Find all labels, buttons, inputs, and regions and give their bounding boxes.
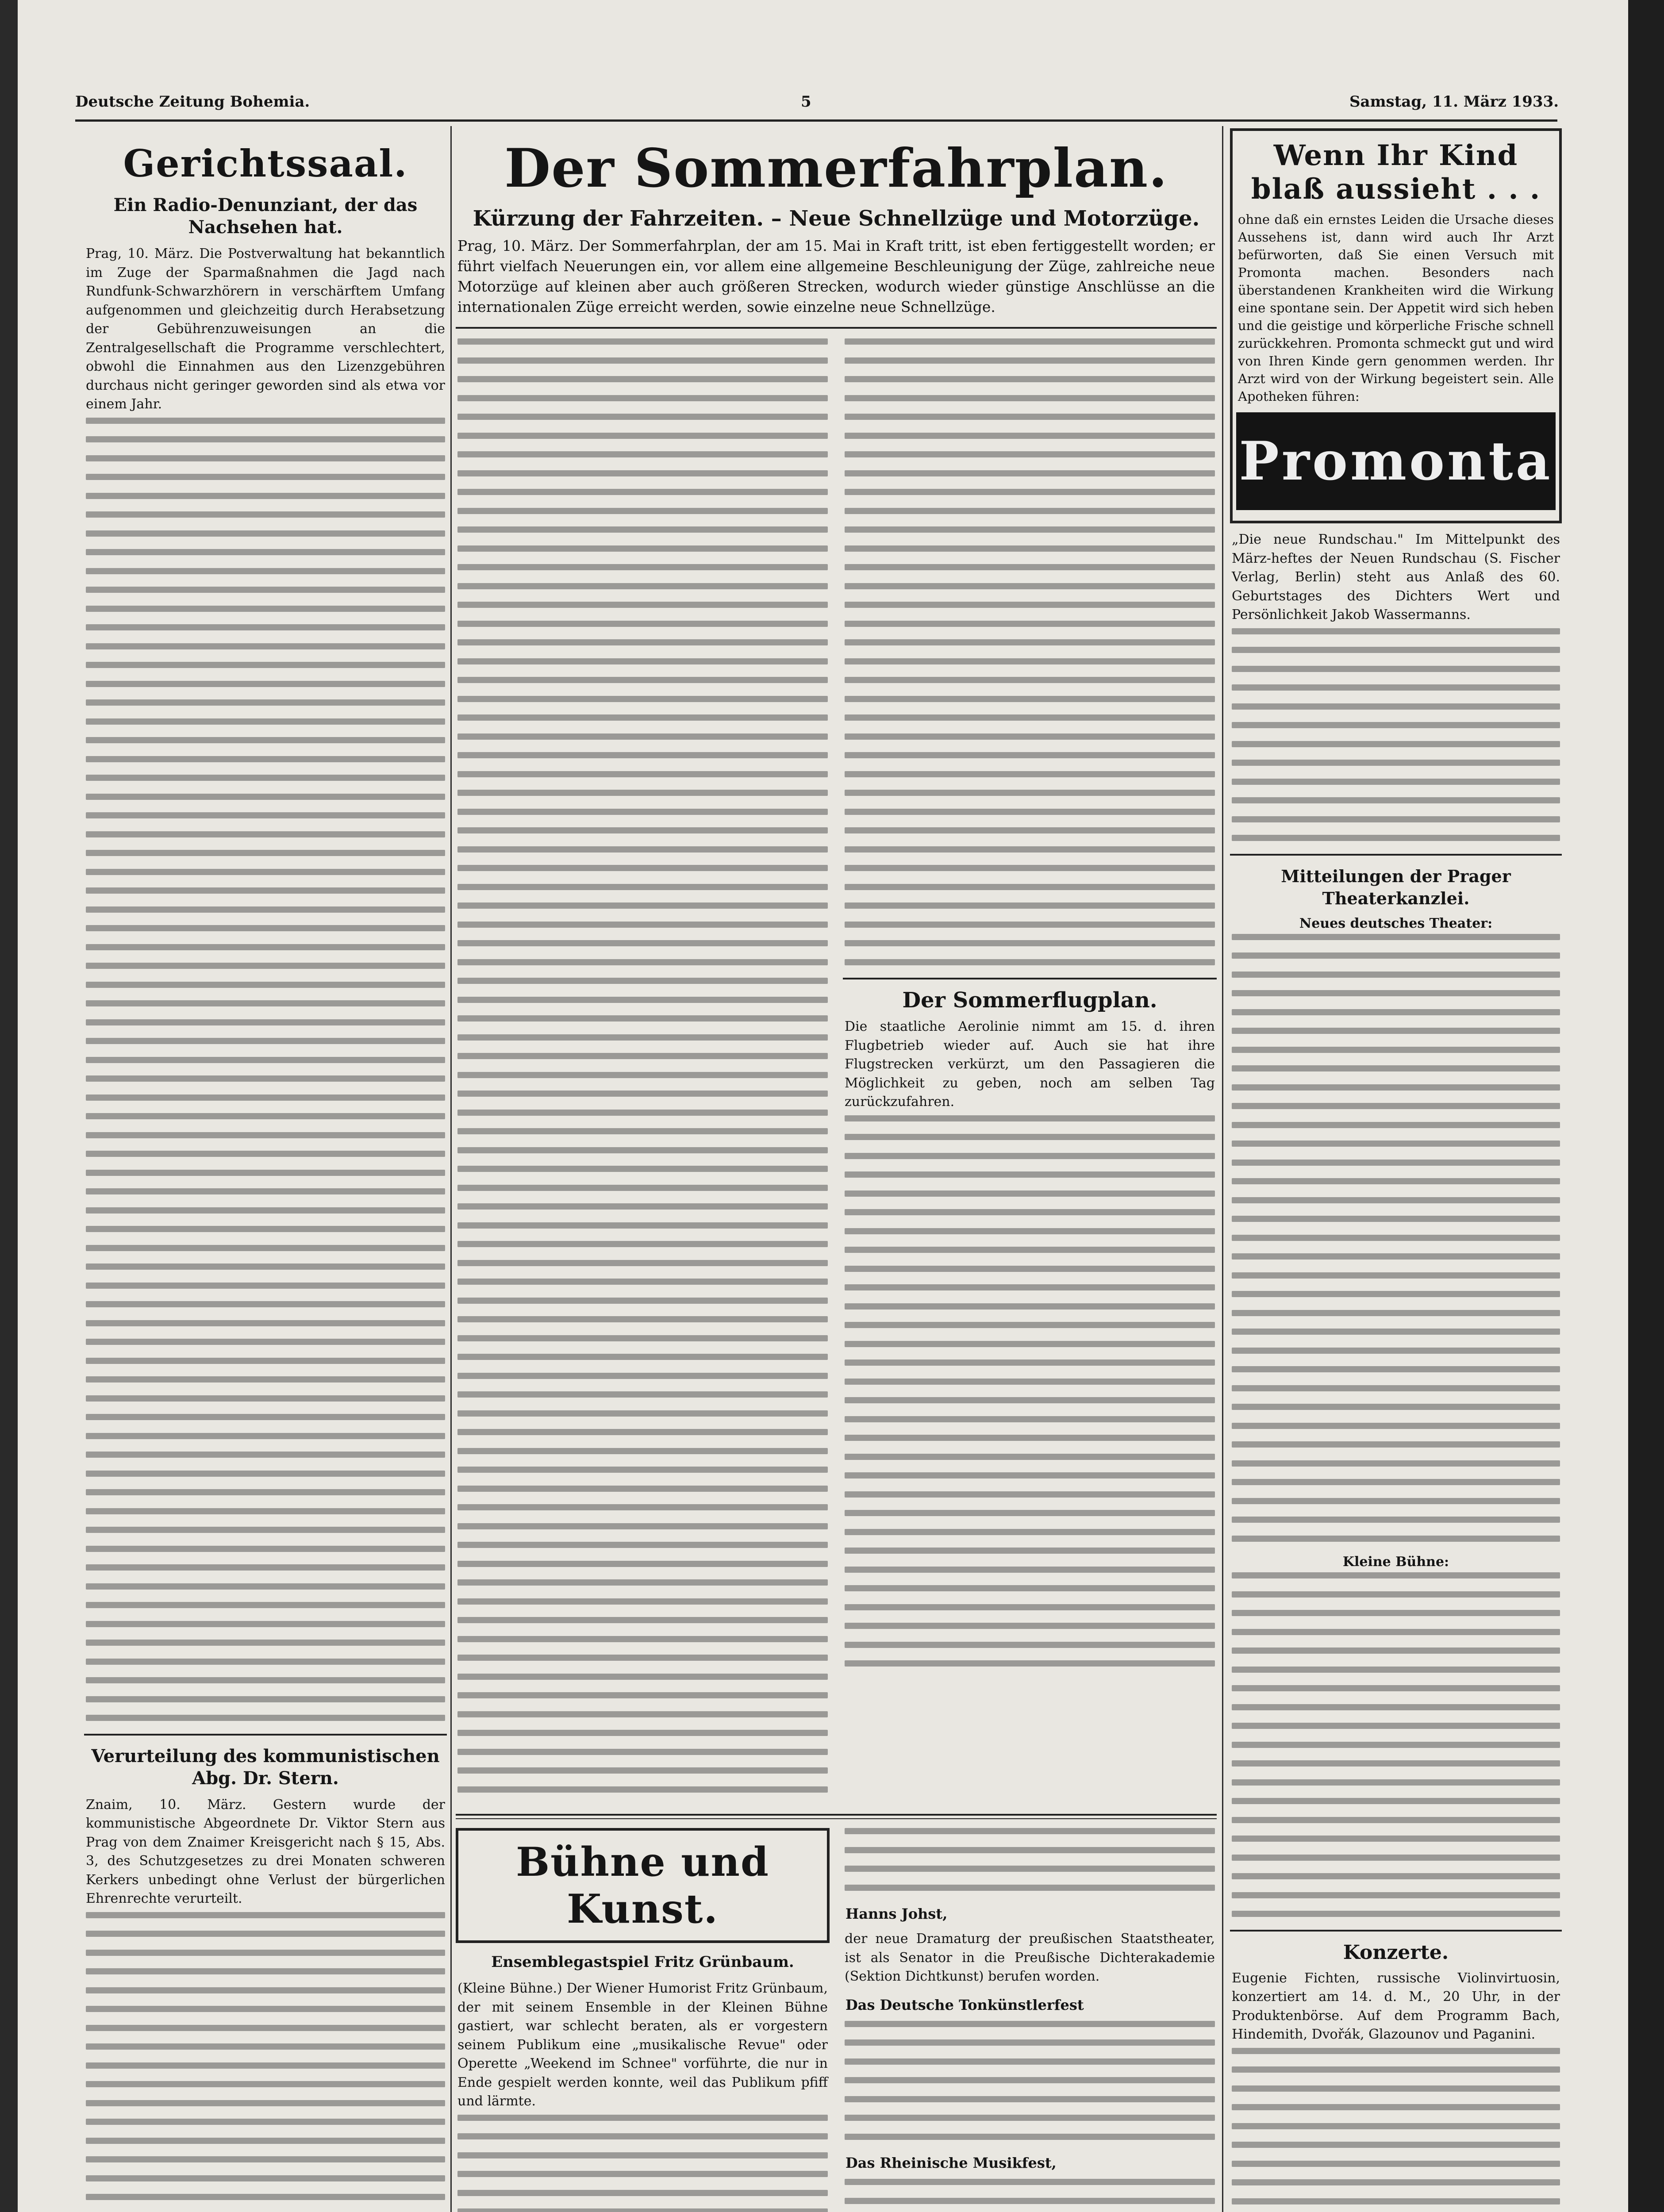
article-lead: (Kleine Bühne.) Der Wiener Humorist Fritz Grünbaum, der mit seinem Ensemble in der Kleinen Bühne gastiert, war schlecht beraten, als er vorgestern seinem Publikum eine „musikalische Revue" oder Operette „Weekend im Schnee" vorführte, die nur in Ende gespielt werden konnte, weil das Publikum pfiff und lärmte.	[457, 1981, 828, 2109]
theater-schedule	[1232, 1572, 1560, 1917]
article-lead: Prag, 10. März. Der Sommerfahrplan, der am 15. Mai in Kraft tritt, ist eben fertiggestellt worden; er führt vielfach Neuerungen ein, vor allem eine allgemeine Beschleunigung der Züge, zahlreiche neue Motorzüge auf kleinen aber auch größeren Strecken, wodurch wieder günstige Anschlüsse an die internationalen Züge erreicht werden, sowie einzelne neue Schnellzüge.	[457, 237, 1215, 315]
divider	[1230, 1930, 1562, 1932]
issue-date: Samstag, 11. März 1933.	[1349, 93, 1559, 111]
article-lead: Eugenie Fichten, russische Violinvirtuosin, konzertiert am 14. d. M., 20 Uhr, in der Produktenbörse. Auf dem Programm Bach, Hindemith, Dvořák, Glazounov und Paganini.	[1232, 1970, 1560, 2042]
article-lead: „Die neue Rundschau." Im Mittelpunkt des März-heftes der Neuen Rundschau (S. Fischer Verlag, Berlin) steht aus Anlaß des 60. Geburtstages des Dichters Wert und Persönlichkeit Jakob Wassermanns.	[1232, 532, 1560, 622]
article-body	[86, 418, 445, 1721]
article-body	[845, 2021, 1215, 2140]
article-body	[457, 2115, 828, 2212]
article-headline: Der Sommerflugplan.	[902, 988, 1157, 1013]
article-subtitle: Kürzung der Fahrzeiten. – Neue Schnellzüge und Motorzüge.	[473, 206, 1200, 231]
article-headline: Ensemblegastspiel Fritz Grünbaum.	[491, 1953, 794, 1971]
section-title: Gerichtssaal.	[123, 142, 408, 185]
divider	[456, 327, 1217, 329]
running-header	[75, 88, 1557, 115]
article-lead: Znaim, 10. März. Gestern wurde der kommunistische Abgeordnete Dr. Viktor Stern aus Prag von dem Znaimer Kreisgericht nach § 15, Abs. 3, des Schutzgesetzes zu drei Monaten schweren Kerkers unbedingt ohne Verlust der bürgerlichen Ehrenrechte verurteilt.	[86, 1797, 445, 1906]
buehne-col-right	[843, 1828, 1217, 2212]
section-divider	[456, 1814, 1217, 1819]
column-rule	[450, 126, 452, 2212]
article-body	[845, 1115, 1215, 1667]
theater-subhead: Neues deutsches Theater:	[1299, 915, 1493, 931]
ad-brand-logo: Promonta	[1236, 412, 1556, 510]
scan-margin	[1628, 0, 1664, 2212]
column-rule	[1222, 126, 1223, 2212]
article-body	[845, 1828, 1215, 1891]
article-headline: Verurteilung des kommunistischen Abg. Dr. Stern.	[91, 1745, 440, 1789]
fahrplan-columns	[456, 338, 1217, 1805]
divider	[84, 1734, 447, 1736]
paper-name: Deutsche Zeitung Bohemia.	[75, 93, 310, 111]
theater-schedule	[1232, 934, 1560, 1542]
ad-text: ohne daß ein ernstes Leiden die Ursache dieses Aussehens ist, dann wird auch Ihr Arzt befürworten, daß Sie einen Versuch mit Promonta machen. Besonders nach überstandenen Krankheiten wird die Wirkung eine spontane sein. Der Appetit wird sich heben und die geistige und körperliche Frische schnell zurückkehren. Promonta schmeckt gut und wird von Ihren Kinde gern genommen werden. Ihr Arzt wird von der Wirkung begeistert sein. Alle Apotheken führen:	[1238, 212, 1554, 404]
fahrplan-col-left	[456, 338, 830, 1805]
article-lead: Die staatliche Aerolinie nimmt am 15. d. ihren Flugbetrieb wieder auf. Auch sie hat ihre Flugstrecken verkürzt, um den Passagieren die Möglichkeit zu geben, noch am selben Tag zurückzufahren.	[845, 1019, 1215, 1110]
article-body	[457, 338, 828, 1793]
section-title: Bühne und Kunst.	[516, 1839, 769, 1932]
article-lead: Prag, 10. März. Die Postverwaltung hat bekanntlich im Zuge der Sparmaßnahmen die Jagd nach Rundfunk-Schwarzhörern in verschärftem Umfang aufgenommen und gleichzeitig durch Herabsetzung der Gebührenzuweisungen an die Zentralgesellschaft die Programme verschlechtert, obwohl die Einnahmen aus den Lizenzgebühren durchaus nicht geringer geworden sind als etwa vor einem Jahr.	[86, 246, 445, 412]
article-body	[845, 338, 1215, 965]
page-number: 5	[801, 93, 811, 111]
article-body	[1232, 2048, 1560, 2212]
article-headline: Hanns Johst,	[845, 1905, 948, 1922]
fahrplan-col-right	[843, 338, 1217, 1805]
article-headline: Das Deutsche Tonkünstlerfest	[845, 1996, 1084, 2013]
article-lead: der neue Dramaturg der preußischen Staatstheater, ist als Senator in die Preußische Dichterakademie (Sektion Dichtkunst) berufen worden.	[845, 1931, 1215, 1984]
promonta-ad	[1230, 128, 1562, 523]
divider	[843, 978, 1217, 979]
column-sommerfahrplan	[456, 128, 1217, 2212]
buehne-col-left	[456, 1828, 830, 2212]
article-headline: Ein Radio-Denunziant, der das Nachsehen hat.	[113, 195, 418, 238]
ad-headline: Wenn Ihr Kind blaß aussieht . . .	[1251, 139, 1541, 206]
column-gerichtssaal	[84, 128, 447, 2212]
section-headline: Konzerte.	[1343, 1941, 1449, 1964]
theater-subhead: Kleine Bühne:	[1342, 1554, 1449, 1570]
article-headline: Das Rheinische Musikfest,	[845, 2154, 1057, 2171]
article-title: Der Sommerfahrplan.	[504, 137, 1168, 200]
section-title-box	[456, 1828, 830, 1943]
divider	[1230, 854, 1562, 856]
buehne-und-kunst	[456, 1828, 1217, 2212]
header-rule	[75, 119, 1557, 122]
article-body	[845, 2179, 1215, 2212]
section-headline: Mitteilungen der Prager Theaterkanzlei.	[1281, 866, 1511, 908]
column-right	[1230, 128, 1562, 2212]
article-body	[1232, 628, 1560, 841]
article-body	[86, 1912, 445, 2212]
